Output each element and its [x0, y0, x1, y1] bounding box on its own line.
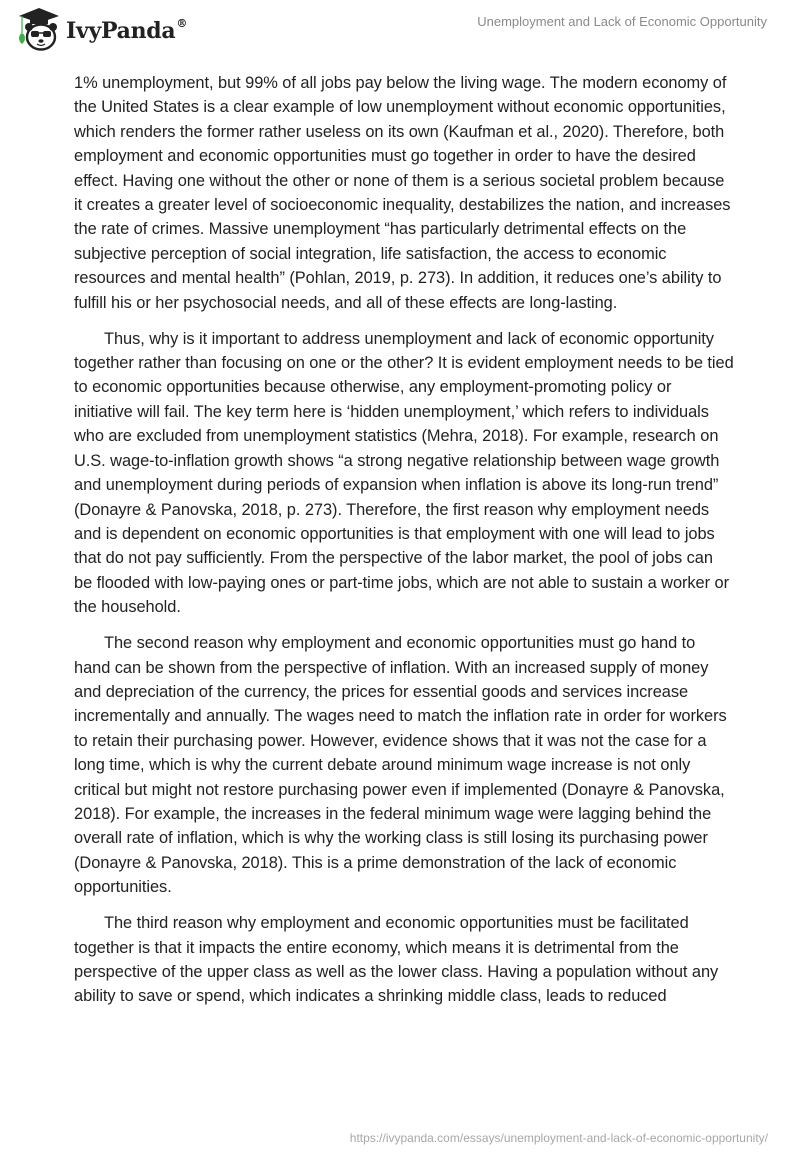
paragraph: Thus, why is it important to address unemployment and lack of economic opportunity together rather than focusing on one or the other? It is evident employment needs to be tied to economic opportunities because otherwise, any employment-promoting policy or initiative will fail. The key term here is ‘hidden unemployment,’ which refers to individuals who are excluded from unemployment statistics (Mehra, 2018). For example, research on U.S. wage-to-inflation growth shows “a strong negative relationship between wage growth and unemployment during periods of expansion when inflation is above its long-run trend” (Donayre & Panovska, 2018, p. 273). Therefore, the first reason why employment needs and is dependent on economic opportunities is that employment with one will lead to jobs that do not pay sufficiently. From the perspective of the labor market, the pool of jobs can be flooded with low-paying ones or part-time jobs, which are not able to sustain a worker or the household.: [74, 329, 734, 617]
essay-body: [74, 71, 734, 1020]
ivypanda-logo[interactable]: [18, 7, 187, 51]
panda-graduate-icon: [18, 7, 60, 51]
paragraph: The third reason why employment and economic opportunities must be facilitated together is that it impacts the entire economy, which means it is detrimental from the perspective of the upper class as well as the lower class. Having a population without any ability to save or spend, which indicates a shrinking middle class, leads to reduced: [74, 914, 719, 1006]
logo-wordmark: IvyPanda®: [66, 16, 188, 44]
document-title: Unemployment and Lack of Economic Opportunity: [477, 14, 767, 29]
paragraph: The second reason why employment and economic opportunities must go hand to hand can be shown from the perspective of inflation. With an increased supply of money and depreciation of the currency, the prices for essential goods and services increase incrementally and annually. The wages need to match the inflation rate in order for workers to retain their purchasing power. However, evidence shows that it was not the case for a long time, which is why the current debate around minimum wage increase is not only critical but might not restore purchasing power even if implemented (Donayre & Panovska, 2018). For example, the increases in the federal minimum wage were lagging behind the overall rate of inflation, which is why the working class is still losing its purchasing power (Donayre & Panovska, 2018). This is a prime demonstration of the lack of economic opportunities.: [74, 634, 727, 897]
source-url-link[interactable]: https://ivypanda.com/essays/unemployment-and-lack-of-economic-opportunity/: [349, 1131, 768, 1145]
page-header: [0, 0, 800, 60]
paragraph: 1% unemployment, but 99% of all jobs pay below the living wage. The modern economy of the United States is a clear example of low unemployment without economic opportunities, which renders the former rather useless on its own (Kaufman et al., 2020). Therefore, both employment and economic opportunities must go together in order to have the desired effect. Having one without the other or none of them is a serious societal problem because it creates a greater level of socioeconomic inequality, destabilizes the nation, and increases the rate of crimes. Massive unemployment “has particularly detrimental effects on the subjective perception of social integration, life satisfaction, the access to economic resources and mental health” (Pohlan, 2019, p. 273). In addition, it reduces one’s ability to fulfill his or her psychosocial needs, and all of these effects are long-lasting.: [74, 74, 731, 312]
